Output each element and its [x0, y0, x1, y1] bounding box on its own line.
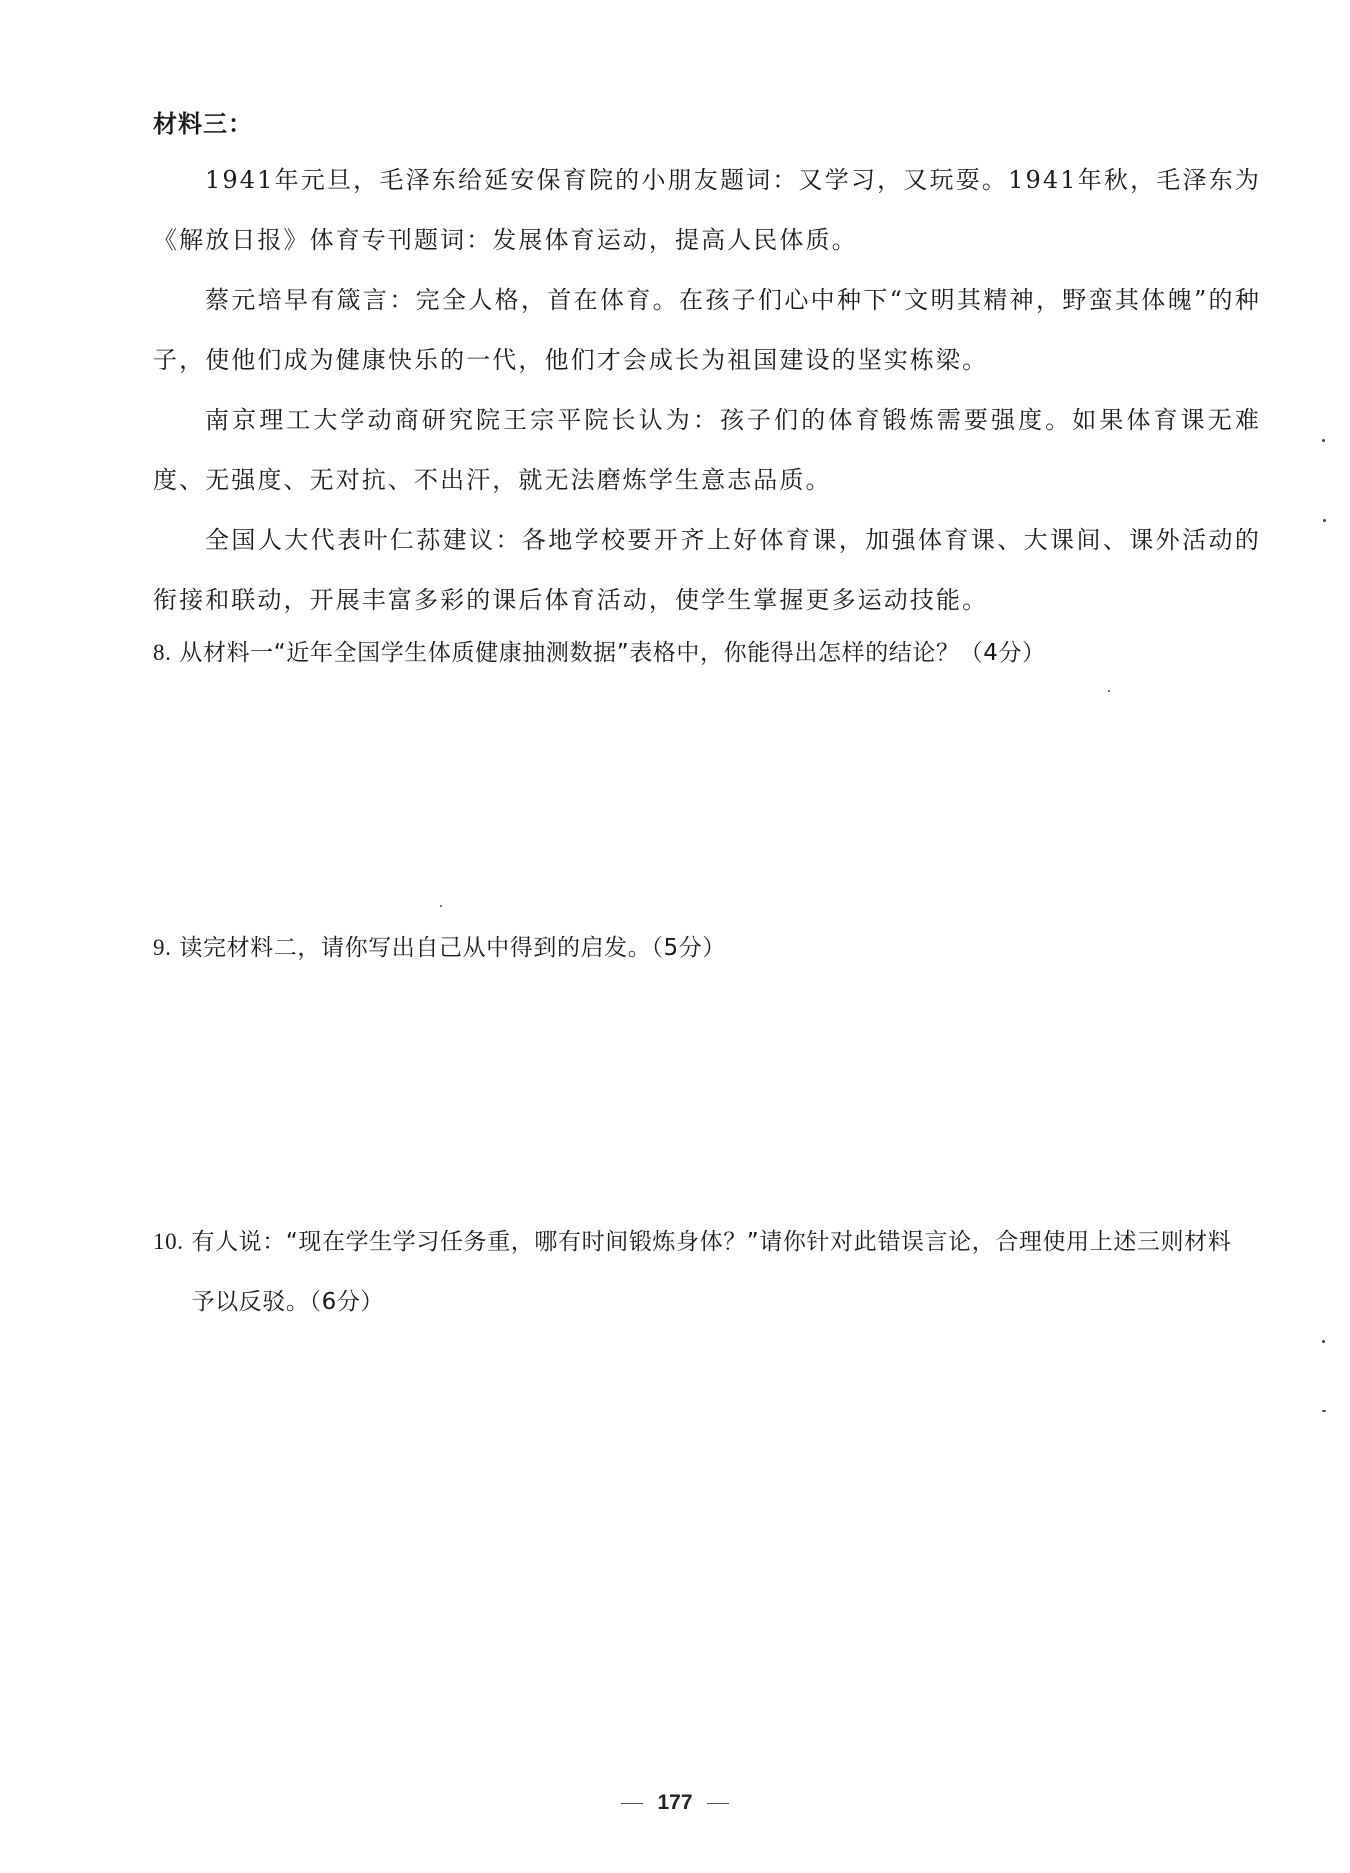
scan-speck — [1322, 1340, 1325, 1343]
page-footer — [0, 1791, 1350, 1815]
question-10 — [153, 1212, 1263, 1332]
scan-speck — [440, 905, 442, 907]
question-9-text: 读完材料二，请你写出自己从中得到的启发。（5分） — [179, 935, 726, 961]
question-8 — [153, 623, 1263, 683]
page-number: 177 — [657, 1791, 693, 1814]
question-9 — [153, 918, 1263, 978]
question-10-text: 有人说：“现在学生学习任务重，哪有时间锻炼身体？”请你针对此错误言论，合理使用上述三则材料予以反驳。（6分） — [191, 1229, 1232, 1315]
material-paragraph-1: 1941年元旦，毛泽东给延安保育院的小朋友题词：又学习，又玩耍。1941年秋，毛泽东为《解放日报》体育专刊题词：发展体育运动，提高人民体质。 — [153, 166, 1261, 254]
question-8-number: 8. — [153, 640, 172, 665]
scan-speck — [1108, 690, 1110, 692]
material-paragraph-4: 全国人大代表叶仁荪建议：各地学校要开齐上好体育课，加强体育课、大课间、课外活动的衔接和联动，开展丰富多彩的课后体育活动，使学生掌握更多运动技能。 — [153, 526, 1261, 614]
material-heading: 材料三： — [153, 110, 253, 138]
scan-speck — [1322, 1410, 1326, 1412]
scan-speck — [1323, 519, 1326, 522]
question-9-number: 9. — [153, 935, 172, 960]
scan-speck — [1322, 439, 1325, 442]
question-10-number: 10. — [153, 1229, 184, 1254]
footer-dash-right — [707, 1803, 729, 1804]
footer-dash-left — [621, 1803, 643, 1804]
material-paragraph-2: 蔡元培早有箴言：完全人格，首在体育。在孩子们心中种下“文明其精神，野蛮其体魄”的种子，使他们成为健康快乐的一代，他们才会成长为祖国建设的坚实栋梁。 — [153, 286, 1261, 374]
question-8-text: 从材料一“近年全国学生体质健康抽测数据”表格中，你能得出怎样的结论？（4分） — [179, 640, 1046, 666]
material-paragraph-3: 南京理工大学动商研究院王宗平院长认为：孩子们的体育锻炼需要强度。如果体育课无难度、无强度、无对抗、不出汗，就无法磨炼学生意志品质。 — [153, 406, 1261, 494]
